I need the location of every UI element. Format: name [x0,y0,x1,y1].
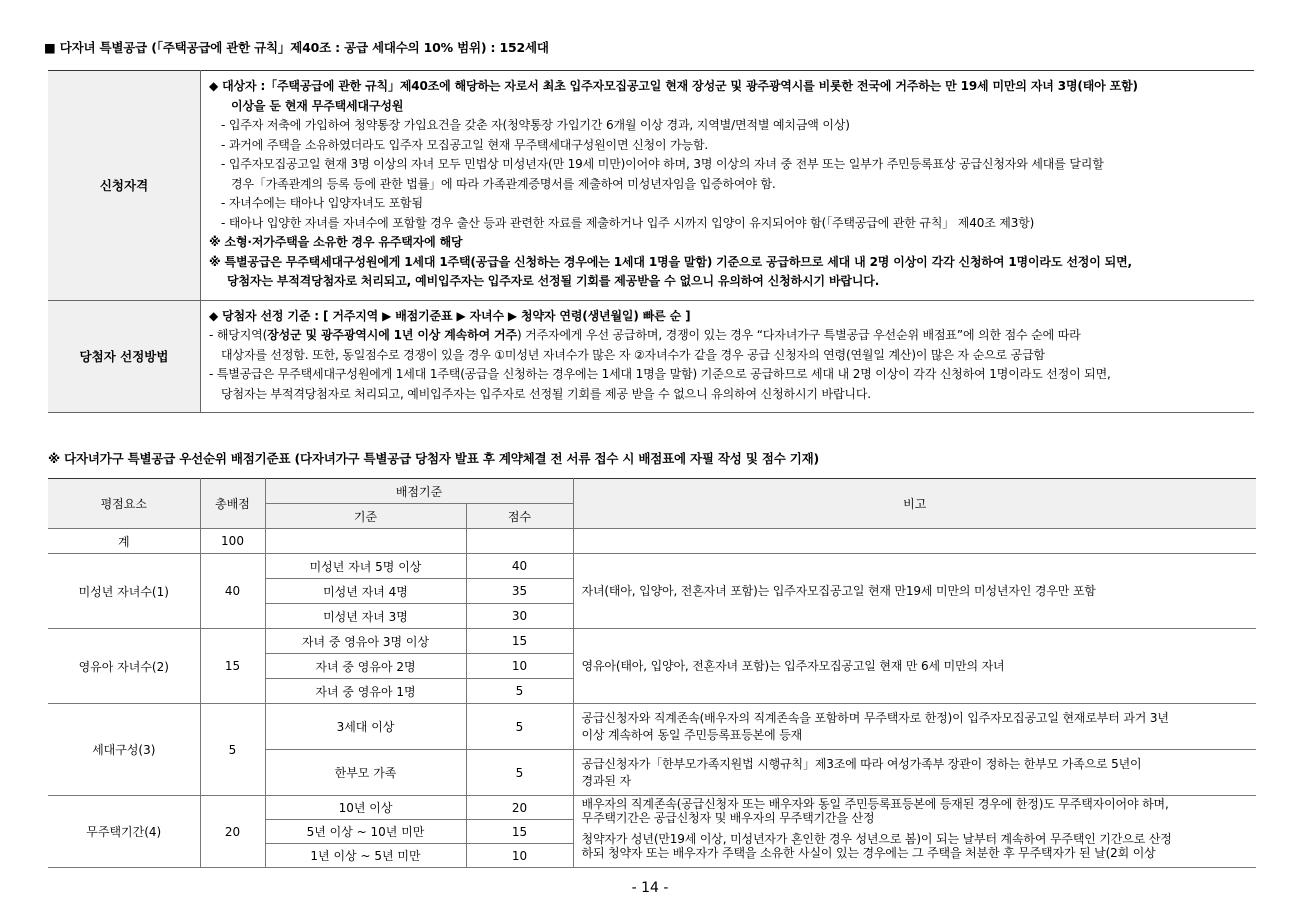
score-cell: 10 [466,654,573,679]
header-criteria-group: 배점기준 [265,479,573,504]
empty-cell [573,529,1256,554]
empty-cell [466,529,573,554]
table-row [48,796,1256,820]
factor-cell: 미성년 자녀수(1) [48,554,200,629]
score-cell: 5 [466,750,573,796]
score-cell: 10 [466,844,573,868]
total-cell: 20 [200,796,265,868]
selection-line-post: ) 거주자에게 우선 공급하며, 경쟁이 있는 경우 “다자녀가구 특별공급 우선순위 배점표”에 의한 점수 순에 따라 [516,328,1081,342]
section-heading-multichild-supply: ■ 다자녀 특별공급 (「주택공급에 관한 규칙」제40조 : 공급 세대수의 10% 범위) : 152세대 [44,40,549,55]
selection-line-pre: - 해당지역( [209,328,268,342]
note-line: 경과된 자 [581,773,631,788]
score-cell: 15 [466,629,573,654]
eligibility-item: - 과거에 주택을 소유하였더라도 입주자 모집공고일 현재 무주택세대구성원이면 신청이 가능함. [221,137,709,152]
eligibility-item-cont: 경우「가족관계의 등록 등에 관한 법률」에 따라 가족관계증명서를 제출하여 미성년자임을 입증하여야 함. [231,176,776,191]
header-factor: 평점요소 [48,479,200,529]
criterion-cell: 10년 이상 [265,796,466,820]
note-line: 공급신청자가「한부모가족지원법 시행규칙」제3조에 따라 여성가족부 장관이 정하는 한부모 가족으로 5년이 [581,756,1142,771]
total-row [48,529,1256,554]
header-score: 점수 [466,504,573,529]
page-number: - 14 - [631,880,669,896]
criterion-cell: 자녀 중 영유아 1명 [265,679,466,704]
selection-content [201,300,1255,413]
eligibility-item: - 입주자 저축에 가입하여 청약통장 가입요건을 갖춘 자(청약통장 가입기간 6개월 이상 경과, 지역별/면적별 예치금액 이상) [221,118,850,132]
note-cell [573,704,1256,750]
note-cell [573,796,1256,868]
eligibility-label: 신청자격 [48,71,201,301]
selection-label: 당첨자 선정방법 [48,300,201,413]
score-cell: 5 [466,679,573,704]
note-line: 공급신청자와 직계존속(배우자의 직계존속을 포함하며 무주택자로 한정)이 입주자모집공고일 현재로부터 과거 3년 [581,710,1169,725]
note-cell: 영유아(태아, 입양아, 전혼자녀 포함)는 입주자모집공고일 현재 만 6세 미만의 자녀 [573,629,1256,704]
selection-line-cont: 당첨자는 부적격당첨자로 처리되고, 예비입주자는 입주자로 선정될 기회를 제공 받을 수 없으니 유의하여 신청하시기 바랍니다. [221,386,871,401]
empty-cell [265,529,466,554]
criterion-cell: 미성년 자녀 4명 [265,579,466,604]
note-cell [573,750,1256,796]
note-line: 이상 계속하여 동일 주민등록표등본에 등재 [581,727,803,742]
eligibility-target-line: ◆ 대상자 :「주택공급에 관한 규칙」제40조에 해당하는 자로서 최초 입주자모집공고일 현재 장성군 및 광주광역시를 비롯한 전국에 거주하는 만 19세 미만의 자녀 3명(태아 포함) [209,79,1138,93]
criterion-cell: 5년 이상 ~ 10년 미만 [265,820,466,844]
total-cell: 5 [200,704,265,796]
eligibility-note: ※ 특별공급은 무주택세대구성원에게 1세대 1주택(공급을 신청하는 경우에는 1세대 1명을 말함) 기준으로 공급하므로 세대 내 2명 이상이 각각 신청하여 1명이라도 선정이 되면, [209,254,1132,269]
note-cell: 자녀(태아, 입양아, 전혼자녀 포함)는 입주자모집공고일 현재 만19세 미만의 미성년자인 경우만 포함 [573,554,1256,629]
eligibility-item: - 태아나 입양한 자녀를 자녀수에 포함할 경우 출산 등과 관련한 자료를 제출하거나 입주 시까지 입양이 유지되어야 함(「주택공급에 관한 규칙」 제40조 제3항) [221,215,1035,230]
selection-line [209,326,1246,346]
factor-cell: 영유아 자녀수(2) [48,629,200,704]
total-cell: 40 [200,554,265,629]
criterion-cell: 한부모 가족 [265,750,466,796]
table-row [48,704,1256,750]
criterion-cell: 1년 이상 ~ 5년 미만 [265,844,466,868]
table-row [48,629,1256,654]
criterion-cell: 3세대 이상 [265,704,466,750]
note-line: 배우자의 직계존속(공급신청자 또는 배우자와 동일 주민등록표등본에 등재된 경우에 한정)도 무주택자이어야 하며, [581,797,1169,811]
score-cell: 30 [466,604,573,629]
score-criteria-table [48,478,1256,868]
note-line: 하되 청약자 또는 배우자가 주택을 소유한 사실이 있는 경우에는 그 주택을 처분한 후 무주택자가 된 날(2회 이상 [581,845,1156,860]
header-row [48,479,1256,504]
factor-cell: 세대구성(3) [48,704,200,796]
factor-cell: 무주택기간(4) [48,796,200,868]
eligibility-note-cont: 당첨자는 부적격당첨자로 처리되고, 예비입주자는 입주자로 선정될 기회를 제공받을 수 없으니 유의하여 신청하시기 바랍니다. [227,274,880,288]
eligibility-row [48,71,1254,301]
score-cell: 15 [466,820,573,844]
eligibility-content [201,71,1255,301]
eligibility-item: - 자녀수에는 태아나 입양자녀도 포함됨 [221,196,423,210]
selection-criteria-line: ◆ 당첨자 선정 기준 : [ 거주지역 ▶ 배점기준표 ▶ 자녀수 ▶ 청약자 연령(생년월일) 빠른 순 ] [209,308,691,323]
criterion-cell: 자녀 중 영유아 3명 이상 [265,629,466,654]
selection-row [48,300,1254,413]
total-value: 100 [200,529,265,554]
note-line: 청약자가 성년(만19세 이상, 미성년자가 혼인한 경우 성년으로 봄)이 되는 날부터 계속하여 무주택인 기간으로 산정 [581,832,1172,846]
score-cell: 20 [466,796,573,820]
selection-line-bold: 장성군 및 광주광역시에 1년 이상 계속하여 거주 [267,328,517,342]
score-cell: 35 [466,579,573,604]
eligibility-target-line-cont: 이상을 둔 현재 무주택세대구성원 [231,98,404,113]
note-line: 무주택기간은 공급신청자 및 배우자의 무주택기간을 산정 [581,810,875,825]
criterion-cell: 자녀 중 영유아 2명 [265,654,466,679]
table-row [48,554,1256,579]
criterion-cell: 미성년 자녀 5명 이상 [265,554,466,579]
score-cell: 40 [466,554,573,579]
section-heading-score-table: ※ 다자녀가구 특별공급 우선순위 배점기준표 (다자녀가구 특별공급 당첨자 발표 후 계약체결 전 서류 접수 시 배점표에 자필 작성 및 점수 기재) [48,451,820,466]
eligibility-note: ※ 소형·저가주택을 소유한 경우 유주택자에 해당 [209,235,463,249]
score-cell: 5 [466,704,573,750]
header-total: 총배점 [200,479,265,529]
total-cell: 15 [200,629,265,704]
criterion-cell: 미성년 자녀 3명 [265,604,466,629]
eligibility-table [48,70,1254,413]
header-criterion: 기준 [265,504,466,529]
selection-line: - 특별공급은 무주택세대구성원에게 1세대 1주택(공급을 신청하는 경우에는 1세대 1명을 말함) 기준으로 공급하므로 세대 내 2명 이상이 각각 신청하여 1명이라도 선정이 되면, [209,367,1111,381]
header-note: 비고 [573,479,1256,529]
selection-line-cont: 대상자를 선정함. 또한, 동일점수로 경쟁이 있을 경우 ①미성년 자녀수가 많은 자 ②자녀수가 같을 경우 공급 신청자의 연령(연월일 계산)이 많은 자 순으로 공급함 [221,347,1045,362]
total-label: 계 [48,529,200,554]
eligibility-item: - 입주자모집공고일 현재 3명 이상의 자녀 모두 민법상 미성년자(만 19세 미만)이어야 하며, 3명 이상의 자녀 중 전부 또는 일부가 주민등록표상 공급신청자와 세대를 달리할 [221,157,1104,171]
